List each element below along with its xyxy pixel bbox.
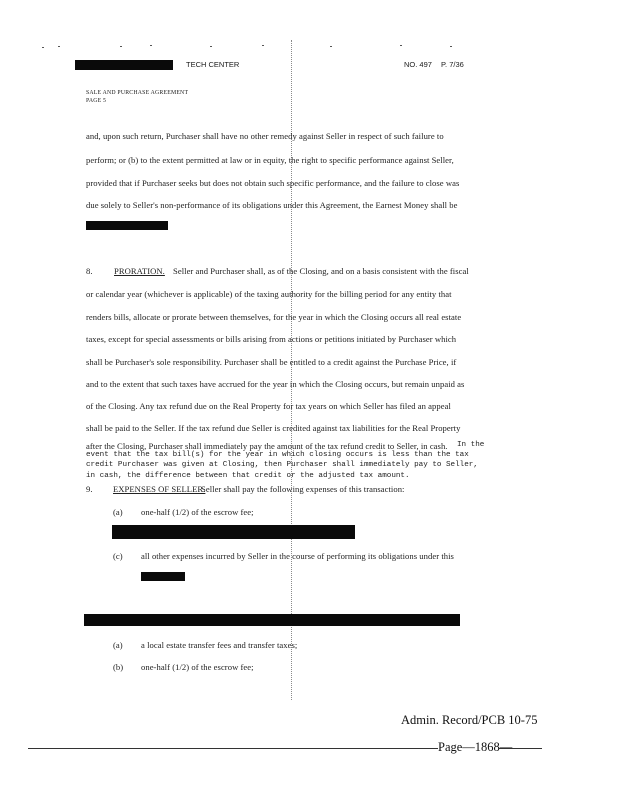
body-line: shall be paid to the Seller. If the tax refund due Seller is credited against tax liabilities for the Real Property — [86, 423, 461, 433]
stamp-rule-left — [28, 748, 438, 749]
list-item-label: (a) — [113, 640, 123, 650]
body-line: taxes, except for special assessments or bills arising from actions or petitions initiated by Purchaser which — [86, 334, 457, 344]
body-line: shall be Purchaser's sole responsibility. Purchaser shall be entitled to a credit against the Purchase Price, if — [86, 357, 457, 367]
scan-speck — [450, 46, 452, 47]
scan-speck — [42, 47, 44, 48]
typed-insert-line: In the — [457, 441, 485, 449]
body-line: of the Closing. Any tax refund due on the Real Property for tax years on which Seller has filed an appeal — [86, 401, 451, 411]
typed-insert-line: event that the tax bill(s) for the year in which closing occurs is less than the tax — [86, 451, 469, 459]
typed-insert-line: in cash, the difference between that credit or the adjusted tax amount. — [86, 472, 410, 480]
body-line: provided that if Purchaser seeks but does not obtain such specific performance, and the failure to close was — [86, 178, 460, 188]
redaction-bar — [141, 572, 185, 581]
scan-speck — [58, 46, 60, 47]
list-item-text: one-half (1/2) of the escrow fee; — [141, 662, 254, 672]
scan-speck — [150, 45, 152, 46]
body-line: Seller and Purchaser shall, as of the Closing, and on a basis consistent with the fiscal — [173, 266, 469, 276]
doc-page-label: PAGE 5 — [86, 98, 107, 104]
list-item-text: one-half (1/2) of the escrow fee; — [141, 507, 254, 517]
stamp-rule-right — [498, 748, 542, 749]
redaction-bar — [86, 221, 168, 230]
scan-speck — [262, 45, 264, 46]
fax-header-page: P. 7/36 — [441, 60, 464, 69]
scan-speck — [210, 46, 212, 47]
body-line: and, upon such return, Purchaser shall have no other remedy against Seller in respect of such failure to — [86, 131, 444, 141]
fax-header-number: NO. 497 — [404, 60, 432, 69]
list-item-label: (b) — [113, 662, 124, 672]
list-item-text: all other expenses incurred by Seller in the course of performing its obligations under this — [141, 551, 454, 561]
body-line: due solely to Seller's non-performance of its obligations under this Agreement, the Earnest Money shall be — [86, 200, 458, 210]
section-heading: PRORATION. — [114, 266, 165, 276]
typed-insert-line: credit Purchaser was given at Closing, then Purchaser shall immediately pay to Seller, — [86, 461, 478, 469]
scan-speck — [400, 45, 402, 46]
body-line: perform; or (b) to the extent permitted at law or in equity, the right to specific performance against Seller, — [86, 155, 454, 165]
body-line: or calendar year (whichever is applicable) of the taxing authority for the billing period for any entity that — [86, 289, 452, 299]
list-item-label: (a) — [113, 507, 123, 517]
redaction-bar — [75, 60, 173, 70]
doc-title: SALE AND PURCHASE AGREEMENT — [86, 90, 189, 96]
body-line: and to the extent that such taxes have accrued for the year in which the Closing occurs, but remain unpaid as — [86, 379, 465, 389]
redaction-bar — [112, 525, 355, 539]
list-item-text: a local estate transfer fees and transfer taxes; — [141, 640, 298, 650]
fax-header-dept: TECH CENTER — [186, 60, 240, 69]
admin-record-stamp: Admin. Record/PCB 10-75 — [401, 713, 538, 727]
scan-speck — [330, 46, 332, 47]
redaction-bar — [84, 614, 460, 626]
record-page-number: Page—1868— — [438, 740, 513, 754]
section-number: 9. — [86, 484, 93, 494]
list-item-label: (c) — [113, 551, 123, 561]
scan-speck — [120, 46, 122, 47]
section-heading: EXPENSES OF SELLER. — [113, 484, 206, 494]
body-line: renders bills, allocate or prorate between themselves, for the year in which the Closing occurs all real estate — [86, 312, 462, 322]
body-line: Seller shall pay the following expenses of this transaction: — [201, 484, 405, 494]
body-line: after the Closing, Purchaser shall immediately pay the amount of the tax refund credit to Seller, in cash. — [86, 441, 448, 451]
section-number: 8. — [86, 266, 93, 276]
